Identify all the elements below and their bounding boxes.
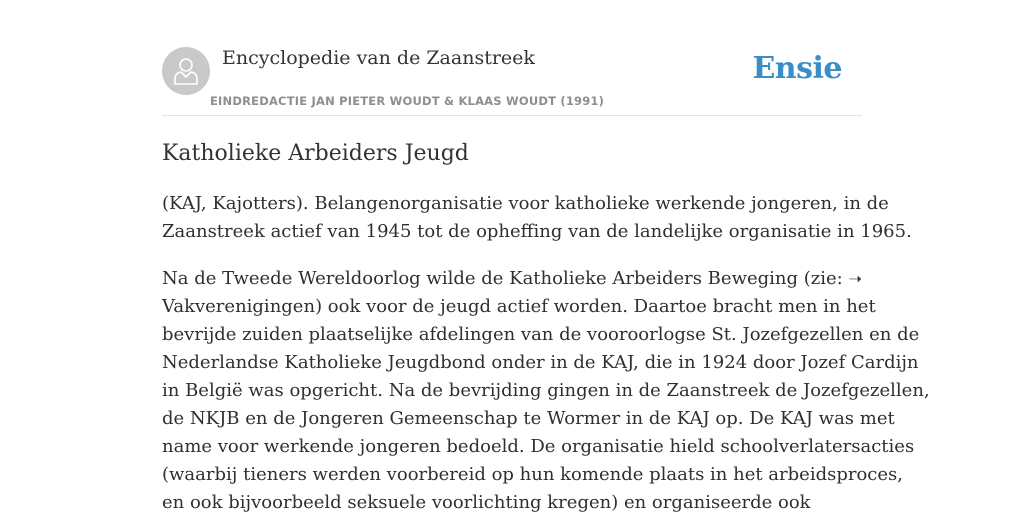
paragraph-line: bevrijde zuiden plaatselijke afdelingen van de vooroorlogse St. Jozefgezellen en de [162, 324, 920, 345]
source-header [162, 46, 862, 116]
article-paragraph-2 [162, 265, 930, 512]
paragraph-line: name voor werkende jongeren bedoeld. De organisatie hield schoolverlatersacties [162, 436, 915, 457]
paragraph-text: ) ook voor de jeugd actief worden. Daartoe bracht men in het [315, 296, 876, 317]
source-credit: EINDREDACTIE JAN PIETER WOUDT & KLAAS WOUDT (1991) [210, 94, 605, 108]
avatar[interactable] [162, 47, 210, 95]
paragraph-line: Zaanstreek actief van 1945 tot de opheffing van de landelijke organisatie in 1965. [162, 221, 912, 242]
paragraph-line: (KAJ, Kajotters). Belangenorganisatie voor katholieke werkende jongeren, in de [162, 193, 889, 214]
article-paragraph-1 [162, 190, 912, 246]
cross-reference-arrow-icon[interactable]: ➝ [848, 269, 862, 288]
paragraph-line: (waarbij tieners werden voorbereid op hun komende plaats in het arbeidsproces, [162, 464, 903, 485]
cross-reference-link[interactable]: Vakverenigingen [162, 296, 316, 317]
paragraph-line: in België was opgericht. Na de bevrijding gingen in de Zaanstreek de Jozefgezellen, [162, 380, 930, 401]
article-title: Katholieke Arbeiders Jeugd [162, 141, 469, 166]
paragraph-line [162, 265, 862, 293]
paragraph-text: Na de Tweede Wereldoorlog wilde de Katholieke Arbeiders Beweging (zie: [162, 268, 849, 289]
source-title[interactable]: Encyclopedie van de Zaanstreek [222, 47, 535, 69]
article [162, 138, 930, 512]
paragraph-line: en ook bijvoorbeeld seksuele voorlichting kregen) en organiseerde ook [162, 492, 811, 512]
user-icon [173, 56, 199, 86]
brand-logo[interactable]: Ensie [752, 51, 842, 86]
paragraph-line: Nederlandse Katholieke Jeugdbond onder in de KAJ, die in 1924 door Jozef Cardijn [162, 352, 919, 373]
paragraph-line [162, 293, 876, 321]
paragraph-line: de NKJB en de Jongeren Gemeenschap te Wormer in de KAJ op. De KAJ was met [162, 408, 895, 429]
